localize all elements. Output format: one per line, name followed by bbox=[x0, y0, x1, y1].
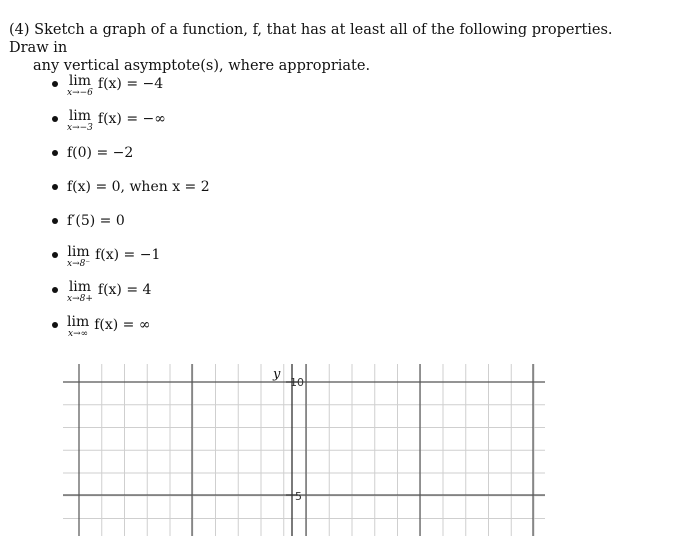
property-item-6 bbox=[52, 245, 160, 281]
grid-lines bbox=[63, 364, 545, 536]
property-item-5 bbox=[52, 211, 125, 247]
bullet-icon bbox=[52, 218, 58, 224]
bullet-icon bbox=[52, 81, 58, 87]
property-item-8 bbox=[52, 315, 151, 351]
limit-expression: f(x) = −4 bbox=[97, 76, 164, 92]
limit-operator: lim x→−3 bbox=[67, 108, 93, 133]
bullet-icon bbox=[52, 287, 58, 293]
property-expression: f(x) = 0, when x = 2 bbox=[67, 179, 210, 195]
property-item-2 bbox=[52, 109, 166, 145]
problem-text-line2: any vertical asymptote(s), where appropriate. bbox=[33, 58, 371, 74]
property-expression: f′(5) = 0 bbox=[67, 213, 125, 229]
property-item-1 bbox=[52, 74, 163, 110]
bullet-icon bbox=[52, 116, 58, 122]
limit-subscript: x→8⁻ bbox=[67, 259, 91, 269]
limit-expression: f(x) = 4 bbox=[97, 282, 152, 298]
problem-number: (4) bbox=[9, 22, 30, 38]
problem-text-line1: Sketch a graph of a function, f, that has at least all of the following properties. Draw in bbox=[9, 22, 613, 56]
bullet-icon bbox=[52, 252, 58, 258]
bullet-icon bbox=[52, 184, 58, 190]
limit-expression: f(x) = −1 bbox=[95, 247, 161, 263]
limit-operator: lim x→8⁻ bbox=[67, 244, 91, 269]
graph-grid[interactable] bbox=[0, 360, 674, 536]
limit-subscript: x→−6 bbox=[67, 88, 93, 98]
limit-expression: f(x) = ∞ bbox=[94, 317, 151, 333]
limit-subscript: x→∞ bbox=[68, 329, 89, 339]
limit-expression: f(x) = −∞ bbox=[97, 111, 166, 127]
property-item-4 bbox=[52, 177, 210, 213]
limit-subscript: x→8+ bbox=[67, 294, 93, 304]
limit-operator: lim x→∞ bbox=[67, 314, 90, 339]
property-expression: f(0) = −2 bbox=[67, 145, 134, 161]
property-item-3 bbox=[52, 143, 133, 179]
y-tick-label-10: 10 bbox=[290, 376, 304, 389]
limit-subscript: x→−3 bbox=[67, 123, 93, 133]
limit-operator: lim x→8+ bbox=[67, 279, 93, 304]
problem-statement bbox=[9, 21, 649, 75]
bullet-icon bbox=[52, 150, 58, 156]
bullet-icon bbox=[52, 322, 58, 328]
property-item-7 bbox=[52, 280, 151, 316]
y-axis-label: y bbox=[273, 367, 281, 382]
limit-operator: lim x→−6 bbox=[67, 73, 93, 98]
y-tick-label-5: 5 bbox=[295, 490, 302, 503]
